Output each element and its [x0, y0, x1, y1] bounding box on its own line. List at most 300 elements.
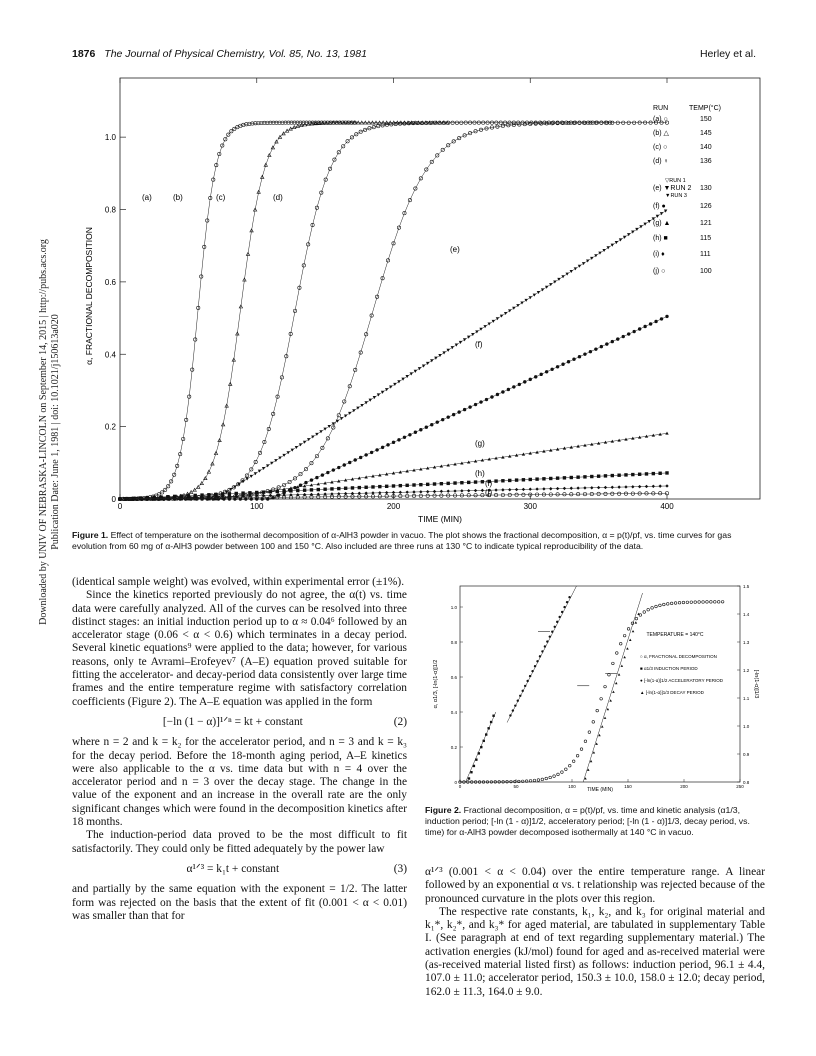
data-point — [496, 317, 499, 320]
y-tick-label: 0.4 — [450, 710, 457, 715]
data-point — [638, 327, 641, 330]
publication-line: Publication Date: June 1, 1981 | doi: 10.1021/j150613a020 — [50, 314, 61, 550]
data-point — [529, 296, 532, 299]
data-point — [440, 490, 443, 493]
data-point — [666, 603, 669, 606]
data-point — [631, 485, 634, 488]
data-point — [596, 709, 599, 712]
data-point — [364, 491, 367, 494]
data-point — [678, 601, 681, 604]
x-tick-label: 50 — [513, 784, 519, 789]
data-point — [348, 461, 351, 464]
data-point — [358, 486, 361, 489]
legend-temp: 145 — [700, 130, 712, 137]
data-point — [580, 748, 583, 751]
data-point — [512, 307, 515, 310]
data-point — [515, 478, 518, 481]
data-point — [483, 325, 486, 328]
data-point — [604, 474, 607, 477]
y-tick-right-label: 1.1 — [743, 696, 750, 701]
legend-temp: 126 — [700, 203, 712, 210]
data-point — [262, 467, 265, 470]
y-tick-label: 0.2 — [450, 745, 457, 750]
data-point — [474, 480, 477, 483]
data-point — [451, 346, 454, 349]
data-point — [570, 487, 573, 490]
data-point — [392, 441, 395, 444]
data-point — [553, 775, 556, 778]
x-tick-label: 400 — [660, 502, 674, 511]
data-point — [467, 336, 470, 339]
data-point — [419, 483, 422, 486]
curve-label: (g) — [475, 439, 485, 448]
data-point — [328, 425, 331, 428]
data-point — [364, 453, 367, 456]
data-point — [615, 682, 618, 684]
x-tick-label: 100 — [250, 502, 264, 511]
data-point — [405, 375, 408, 378]
data-point — [479, 400, 482, 403]
data-point — [452, 413, 455, 416]
curve-label: (j) — [485, 488, 493, 497]
data-point — [490, 395, 493, 398]
data-point — [594, 254, 597, 257]
data-point — [393, 383, 396, 386]
data-point — [360, 404, 363, 407]
data-point — [594, 347, 597, 350]
data-point — [582, 262, 585, 265]
data-point — [598, 734, 601, 736]
data-point — [606, 246, 609, 249]
data-point — [686, 601, 689, 604]
data-point — [344, 487, 347, 490]
data-point — [616, 652, 619, 655]
data-point — [604, 717, 607, 719]
data-point — [343, 463, 346, 466]
data-point — [523, 380, 526, 383]
data-point — [549, 776, 552, 779]
data-point — [426, 362, 429, 365]
data-point — [463, 408, 466, 411]
legend-run: (d) ♀ — [653, 158, 669, 165]
data-point — [315, 433, 318, 436]
data-point — [639, 225, 642, 228]
data-point — [507, 388, 510, 391]
equation-number: (2) — [393, 715, 407, 728]
paragraph: and partially by the same equation with the exponent = 1/2. The latter form was rejected on the basis that the extent of fit (0.001 < α < 0.01) was smaller than that for — [72, 883, 407, 922]
data-point — [618, 673, 621, 675]
y-tick-right-label: 1.4 — [743, 612, 750, 617]
data-point — [533, 779, 536, 782]
figure-2-plot — [425, 578, 770, 800]
data-point — [717, 601, 720, 604]
data-point — [588, 731, 591, 734]
data-point — [467, 489, 470, 492]
data-point — [304, 481, 307, 484]
data-point — [311, 435, 314, 438]
data-point — [710, 601, 713, 604]
data-point — [698, 601, 701, 604]
paragraph: (identical sample weight) was evolved, within experimental error (±1%). — [72, 576, 405, 588]
data-point — [303, 441, 306, 444]
data-point — [501, 390, 504, 393]
curve-label: (b) — [173, 193, 183, 202]
y-tick-right-label: 1.5 — [743, 584, 750, 589]
data-point — [608, 673, 611, 676]
legend-run: (h) ■ — [653, 235, 668, 242]
data-point — [438, 354, 441, 357]
data-point — [296, 489, 299, 492]
legend-run: (c) ○ — [653, 144, 668, 151]
data-point — [468, 405, 471, 408]
curve-label: (c) — [216, 193, 226, 202]
data-point — [576, 475, 579, 478]
equation-2 — [72, 716, 407, 729]
figure-1-xlabel: TIME (MIN) — [418, 514, 462, 524]
curve-line — [120, 123, 355, 499]
data-point — [447, 482, 450, 485]
data-point — [248, 491, 251, 494]
data-point — [583, 352, 586, 355]
data-point — [270, 462, 273, 465]
data-point — [545, 286, 548, 289]
equation-3 — [72, 863, 407, 876]
data-point — [590, 475, 593, 478]
data-point — [665, 432, 668, 435]
data-point — [403, 436, 406, 439]
data-point — [323, 488, 326, 491]
data-point — [556, 487, 559, 490]
data-point — [282, 489, 285, 492]
figure-2-xlabel: TIME (MIN) — [587, 787, 613, 793]
figure-1-legend — [653, 104, 721, 275]
data-point — [436, 420, 439, 423]
data-point — [369, 399, 372, 402]
data-point — [597, 486, 600, 489]
legend-temp: 130 — [700, 185, 712, 192]
data-point — [659, 604, 662, 607]
data-point — [392, 491, 395, 494]
data-point — [440, 482, 443, 485]
paragraph: Since the kinetics reported previously do not agree, the α(t) vs. time data were carefully analyzed. All of the curves can be resolved into three distinct stages: an initial induction period up to α ≈ 0.04⁶ followed by an accelerator stage (0.06 < α < 0.6) which terminates in a decay period. Several kinetic equations⁹ were applied to the data; however, for various reasons, only te Avrami–Erofeyev⁷ (A–E) equation proved suitable for fitting the accelerator- and decay-period data consistently over large time frames and the entire temperature regime with satisfactory correlation coefficients (Figure 2). The A–E equation was applied in the form — [72, 589, 407, 708]
data-point — [589, 350, 592, 353]
data-point — [310, 478, 313, 481]
data-point — [561, 275, 564, 278]
data-point — [319, 430, 322, 433]
figure-2-axes — [451, 584, 750, 789]
data-point — [601, 725, 604, 727]
legend-run: (i) ♦ — [653, 251, 665, 258]
data-point — [474, 403, 477, 406]
data-point — [405, 490, 408, 493]
data-point — [494, 479, 497, 482]
legend-temp: 100 — [700, 268, 712, 275]
data-point — [447, 489, 450, 492]
data-point — [307, 438, 310, 441]
data-point — [535, 477, 538, 480]
figure-1-caption — [72, 530, 764, 552]
data-point — [629, 639, 632, 641]
data-point — [433, 490, 436, 493]
data-point — [359, 456, 362, 459]
data-point — [556, 476, 559, 479]
data-point — [690, 601, 693, 604]
data-point — [627, 628, 630, 631]
x-tick-label: 0 — [458, 784, 462, 789]
data-point — [447, 349, 450, 352]
figure-1-frame — [120, 78, 760, 499]
running-header — [72, 48, 367, 60]
data-point — [611, 486, 614, 489]
data-point — [570, 476, 573, 479]
data-point — [371, 485, 374, 488]
data-point — [344, 414, 347, 417]
data-point — [516, 304, 519, 307]
data-point — [512, 385, 515, 388]
figure-1-curves — [118, 121, 671, 501]
data-point — [611, 474, 614, 477]
y-tick-right-label: 1.2 — [743, 668, 750, 673]
data-point — [524, 299, 527, 302]
data-point — [652, 472, 655, 475]
data-point — [656, 215, 659, 218]
data-point — [541, 288, 544, 291]
data-point — [492, 320, 495, 323]
y-tick-right-label: 0.8 — [743, 780, 750, 785]
data-point — [262, 490, 265, 493]
data-point — [515, 488, 518, 491]
data-point — [638, 473, 641, 476]
data-point — [534, 375, 537, 378]
data-point — [332, 468, 335, 471]
data-point — [592, 721, 595, 724]
figure-2-temp-label: TEMPERATURE = 140°C — [646, 632, 704, 638]
data-point — [597, 475, 600, 478]
data-point — [241, 491, 244, 494]
data-point — [660, 317, 663, 320]
data-point — [508, 488, 511, 491]
data-point — [563, 476, 566, 479]
data-point — [385, 491, 388, 494]
data-point — [557, 773, 560, 776]
y-tick-label: 0 — [111, 495, 116, 504]
data-point — [412, 483, 415, 486]
data-point — [453, 481, 456, 484]
data-point — [278, 456, 281, 459]
data-point — [348, 412, 351, 415]
data-point — [619, 238, 622, 241]
data-point — [612, 662, 615, 665]
figure-1-caption-text: Effect of temperature on the isothermal decomposition of α-AlH3 powder in vacuo. The plot shows the fractional decomposition, α = p(t)/pf, vs. time curves for gas evolution from 60 mg of α-AlH3 powder between 100 and 150 °C. Also included are three runs at 130 °C to indicate typical reproducibility of the data. — [72, 530, 732, 551]
data-point — [401, 378, 404, 381]
data-point — [626, 647, 629, 649]
data-point — [627, 332, 630, 335]
data-point — [385, 388, 388, 391]
data-point — [299, 443, 302, 446]
data-point — [474, 489, 477, 492]
paragraph: The respective rate constants, k₁, k₂, and k₃ for original material and k₁*, k₂*, and k₃* for aged material, are tabulated in supplementary Table I. (See paragraph at end of text regarding supplementary material.) The activation energies (kJ/mol) found for aged and as-received material were (as-received material listed first) as follows: induction period, 96.1 ± 4.4, 107.0 ± 11.0; accelerator period, 150.3 ± 10.0, 158.0 ± 12.0; decay period, 162.0 ± 11.3, 164.0 ± 9.0. — [425, 905, 765, 998]
y-tick-right-label: 1.0 — [743, 724, 750, 729]
data-point — [604, 685, 607, 688]
data-point — [471, 333, 474, 336]
data-point — [354, 458, 357, 461]
y-tick-label: 0.4 — [104, 350, 116, 360]
data-point — [605, 342, 608, 345]
data-point — [609, 699, 612, 701]
figure-1-axes — [105, 78, 674, 511]
data-point — [568, 764, 571, 767]
data-point — [549, 487, 552, 490]
data-point — [291, 449, 294, 452]
data-point — [433, 482, 436, 485]
data-point — [638, 485, 641, 488]
data-point — [682, 601, 685, 604]
data-point — [430, 423, 433, 426]
data-point — [405, 484, 408, 487]
right-column — [425, 866, 765, 999]
data-point — [426, 490, 429, 493]
data-point — [414, 370, 417, 373]
data-point — [274, 459, 277, 462]
data-point — [584, 740, 587, 743]
data-point — [485, 398, 488, 401]
data-point — [475, 330, 478, 333]
x-tick-label: 100 — [568, 784, 576, 789]
data-point — [590, 257, 593, 260]
data-point — [418, 367, 421, 370]
legend-entry: ○ α, FRACTIONAL DECOMPOSITION — [640, 654, 717, 659]
data-point — [578, 265, 581, 268]
figure-2-ylabel-right: [-ln(1-α)]1/3 — [753, 669, 759, 699]
data-point — [504, 312, 507, 315]
y-tick-label: 0.6 — [104, 277, 116, 287]
data-point — [611, 244, 614, 247]
data-point — [522, 488, 525, 491]
data-point — [535, 487, 538, 490]
data-point — [643, 223, 646, 226]
data-point — [500, 315, 503, 318]
legend-temp: 121 — [700, 220, 712, 227]
data-point — [375, 448, 378, 451]
x-tick-label: 200 — [386, 502, 401, 511]
y-tick-label: 0.6 — [450, 675, 457, 680]
data-point — [460, 489, 463, 492]
data-point — [258, 470, 261, 473]
figure-2-caption — [425, 805, 765, 838]
data-point — [245, 477, 248, 480]
data-point — [604, 486, 607, 489]
data-point — [694, 601, 697, 604]
legend-run: (a) ○ — [653, 116, 668, 123]
figure-2-caption-text: Fractional decomposition, α = p(t)/pf, vs. time and kinetic analysis (α1/3, induction period; [-ln (1 - α)]1/2, acceleratory period; [-ln (1 - α)]1/3, decay period, vs. time) for α-AlH3 powder decomposed isothermally at 140 °C in vacuo. — [425, 805, 750, 837]
data-point — [576, 486, 579, 489]
data-point — [632, 630, 635, 632]
data-point — [643, 611, 646, 614]
data-point — [330, 487, 333, 490]
curve-label: (f) — [475, 340, 483, 349]
data-point — [422, 365, 425, 368]
curve-line — [120, 123, 610, 499]
data-point — [356, 407, 359, 410]
y-tick-label: 0.2 — [104, 422, 116, 432]
data-point — [635, 617, 638, 620]
data-point — [386, 443, 389, 446]
data-point — [586, 259, 589, 262]
data-point — [619, 642, 622, 645]
data-point — [337, 487, 340, 490]
data-point — [658, 472, 661, 475]
data-point — [303, 489, 306, 492]
data-point — [617, 474, 620, 477]
data-point — [479, 328, 482, 331]
data-point — [561, 363, 564, 366]
data-point — [266, 464, 269, 467]
data-point — [665, 471, 668, 474]
data-point — [337, 466, 340, 469]
data-point — [623, 634, 626, 637]
data-point — [508, 309, 511, 312]
data-point — [250, 475, 253, 478]
data-point — [470, 771, 472, 773]
data-point — [488, 322, 491, 325]
data-point — [647, 608, 650, 611]
header-authors: Herley et al. — [699, 48, 756, 60]
x-tick-label: 200 — [680, 784, 688, 789]
data-point — [426, 483, 429, 486]
legend-entry: ▲ [-ln(1-α)]1/3 DECAY PERIOD — [640, 690, 704, 695]
data-point — [494, 488, 497, 491]
data-point — [467, 481, 470, 484]
journal-title: The Journal of Physical Chemistry, Vol. 85, No. 13, 1981 — [104, 48, 367, 60]
legend-run: (j) ○ — [653, 268, 666, 275]
data-point — [578, 355, 581, 358]
y-tick-label: 0 — [454, 780, 457, 785]
data-point — [561, 771, 564, 774]
curve-label: (a) — [142, 193, 152, 202]
figure-2-ylabel-left: α, α1/3, [-ln(1-α)]1/2 — [433, 659, 439, 709]
x-tick-label: 300 — [523, 502, 537, 511]
data-point — [574, 267, 577, 270]
legend-temp: 150 — [700, 116, 712, 123]
fit-line — [507, 586, 576, 723]
paragraph: where n = 2 and k = k₂ for the accelerator period, and n = 3 and k = k₃ for the decay period. Before the 18-month aging period, A–E kinetics were also applicable to the α vs. time data but with n = 4 over the accelerator period and n = 3 over the decay stage. The change in the value of the exponent and an increase in the overall rate are the only significant changes which were found in the decomposition kinetics after 18 months. — [72, 736, 407, 829]
data-point — [645, 472, 648, 475]
data-point — [533, 294, 536, 297]
figure-2-frame — [460, 586, 740, 782]
data-point — [315, 476, 318, 479]
data-point — [310, 488, 313, 491]
data-point — [612, 691, 615, 693]
data-point — [254, 472, 257, 475]
data-point — [631, 231, 634, 234]
data-point — [648, 220, 651, 223]
data-point — [632, 330, 635, 333]
data-point — [459, 341, 462, 344]
data-point — [598, 252, 601, 255]
data-point — [624, 473, 627, 476]
data-point — [460, 481, 463, 484]
data-point — [660, 212, 663, 215]
data-point — [645, 485, 648, 488]
data-point — [542, 477, 545, 480]
data-point — [321, 473, 324, 476]
data-point — [706, 601, 709, 604]
data-point — [583, 486, 586, 489]
y-tick-label: 0.8 — [450, 640, 457, 645]
data-point — [287, 451, 290, 454]
data-point — [570, 270, 573, 273]
data-point — [408, 433, 411, 436]
